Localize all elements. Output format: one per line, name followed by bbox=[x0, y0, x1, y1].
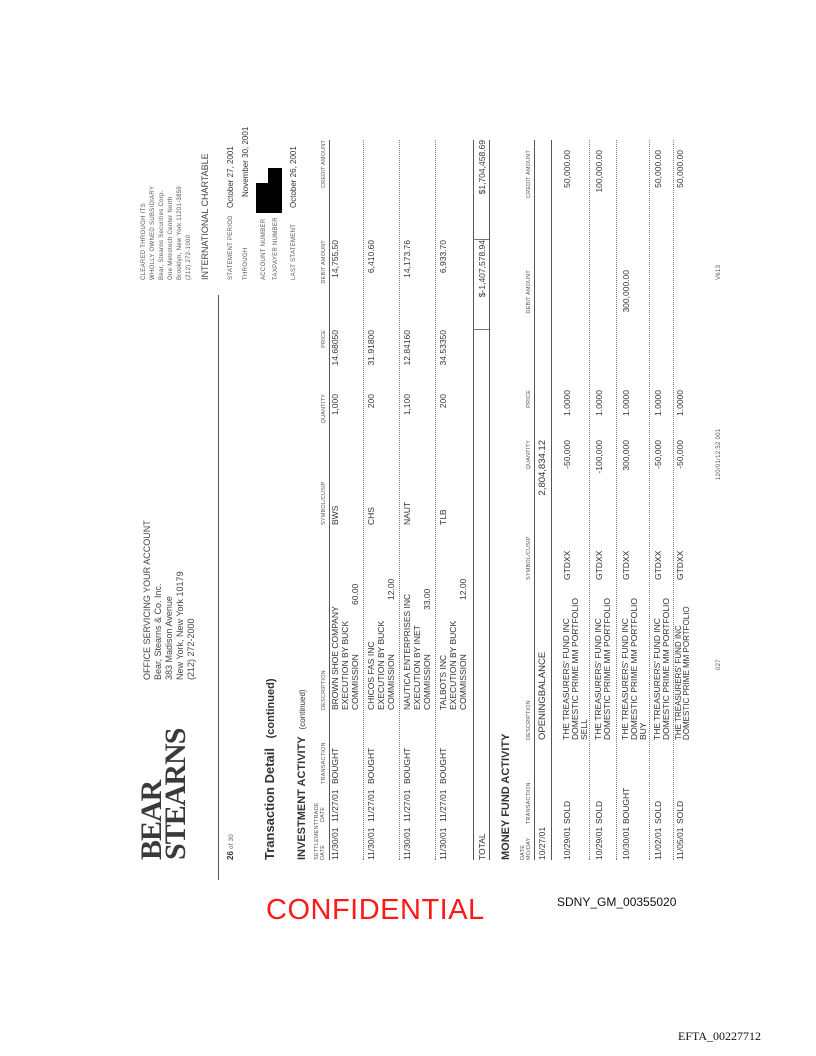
investment-activity-title bbox=[296, 689, 308, 860]
through-label: THROUGH bbox=[243, 247, 249, 280]
account-name: INTERNATIONAL CHARTABLE bbox=[200, 153, 210, 280]
taxpayer-number-redaction bbox=[268, 168, 282, 213]
commission-value: 12.00 bbox=[458, 578, 468, 600]
page-number: 26 bbox=[226, 851, 235, 860]
mf-opening-quantity: 2,804,834.12 bbox=[537, 440, 548, 496]
total-top-rule bbox=[473, 140, 474, 860]
mf-col-credit: CREDIT AMOUNT bbox=[526, 150, 532, 199]
description-line: THE TREASURERS' FUND INC bbox=[674, 625, 683, 740]
description-line: BUY bbox=[638, 722, 648, 740]
clearing-firm-address bbox=[140, 186, 194, 280]
inv-row-2-trade: 11/27/01 bbox=[366, 789, 376, 822]
inv-row-1-trade: 11/27/01 bbox=[330, 789, 340, 822]
inv-row-2-transaction: BOUGHT bbox=[366, 747, 376, 784]
description-line: CHICOS FAS INC bbox=[366, 641, 376, 710]
description-line: EXECUTION BY BUCK bbox=[340, 620, 350, 710]
description-line: SELL bbox=[579, 719, 589, 740]
mf-row-1-description bbox=[562, 598, 589, 740]
mf-row-4-description bbox=[653, 598, 671, 740]
inv-row-3-trade: 11/27/01 bbox=[402, 789, 412, 822]
inv-row-2-description bbox=[366, 578, 396, 710]
page-title-text: Transaction Detail bbox=[262, 748, 277, 860]
office-line: New York, New York 10179 bbox=[175, 571, 185, 680]
statement-sheet bbox=[122, 120, 722, 880]
col-description: DESCRIPTION bbox=[321, 670, 327, 710]
mf-row-2-price: 1.0000 bbox=[594, 390, 604, 416]
description-line: BROWN SHOE COMPANY bbox=[330, 606, 340, 710]
inv-row-2-symbol: CHS bbox=[366, 507, 376, 525]
commission-value: 12.00 bbox=[386, 578, 396, 600]
investment-title-text: INVESTMENT ACTIVITY bbox=[296, 736, 308, 860]
inv-row-1-debit: 14,755.50 bbox=[330, 240, 340, 278]
col-credit: CREDIT AMOUNT bbox=[321, 140, 327, 189]
mf-row-4-symbol: GTDXX bbox=[653, 550, 663, 580]
mf-row-3-quantity: 300,000 bbox=[621, 440, 631, 471]
inv-row-2-quantity: 200 bbox=[366, 394, 376, 409]
office-line: 383 Madison Avenue bbox=[164, 596, 174, 680]
investment-title-suffix: (continued) bbox=[298, 689, 307, 730]
account-number-label: ACCOUNT NUMBER bbox=[261, 218, 267, 280]
description-line: DOMESTIC PRIME MM PORTFOLIO bbox=[570, 598, 580, 740]
row-divider bbox=[589, 140, 590, 860]
commission-label: COMMISSION bbox=[458, 654, 468, 710]
mf-col-date: DATE MO/DAY bbox=[520, 837, 532, 860]
mf-row-3-symbol: GTDXX bbox=[621, 550, 631, 580]
description-line: THE TREASURERS' FUND INC bbox=[620, 618, 630, 740]
inv-row-3-price: 12.84160 bbox=[402, 330, 412, 366]
description-line: THE TREASURERS' FUND INC bbox=[561, 618, 571, 740]
description-line: EXECUTION BY INET bbox=[412, 625, 422, 710]
mf-row-1-quantity: -50,000 bbox=[562, 440, 572, 469]
mf-row-5-price: 1.0000 bbox=[675, 390, 685, 416]
mf-row-4-transaction: SOLD bbox=[653, 800, 663, 824]
col-trade-date: TRADE DATE bbox=[314, 802, 326, 822]
inv-row-4-description bbox=[438, 578, 468, 710]
mf-row-5-symbol: GTDXX bbox=[675, 550, 685, 580]
inv-row-2-settlement: 11/30/01 bbox=[366, 827, 376, 860]
mf-col-symbol: SYMBOL/CUSIP bbox=[526, 536, 532, 580]
description-line: DOMESTIC PRIME MM PORTFOLIO bbox=[629, 598, 639, 740]
mf-row-4-date: 11/02/01 bbox=[653, 827, 663, 860]
last-statement-value: October 26, 2001 bbox=[289, 146, 298, 208]
inv-row-4-settlement: 11/30/01 bbox=[438, 827, 448, 860]
inv-row-1-symbol: BWS bbox=[330, 505, 340, 525]
inv-row-2-debit: 6,410.60 bbox=[366, 240, 376, 274]
inv-row-1-description bbox=[330, 583, 360, 710]
mf-row-1-transaction: SOLD bbox=[562, 800, 572, 824]
efta-number: EFTA_00227712 bbox=[678, 1029, 762, 1043]
commission-label: COMMISSION bbox=[386, 654, 396, 710]
mf-row-2-description bbox=[594, 598, 612, 740]
mf-row-5-date: 11/05/01 bbox=[675, 827, 685, 860]
inv-row-1-settlement: 11/30/01 bbox=[330, 827, 340, 860]
last-statement-label: LAST STATEMENT bbox=[291, 223, 297, 280]
description-line: TALBOTS INC bbox=[438, 654, 448, 710]
col-symbol: SYMBOL/CUSIP bbox=[321, 481, 327, 525]
commission-label: COMMISSION bbox=[422, 654, 432, 710]
mf-row-2-symbol: GTDXX bbox=[594, 550, 604, 580]
mf-row-3-date: 10/30/01 bbox=[621, 826, 631, 860]
description-line: NAUTICA ENTERPRISES INC bbox=[402, 593, 412, 710]
row-divider bbox=[399, 140, 400, 860]
mf-col-transaction: TRANSACTION bbox=[526, 782, 532, 824]
money-fund-header-rule bbox=[534, 140, 535, 860]
logo-line-1: BEAR bbox=[135, 780, 168, 860]
description-line: DOMESTIC PRIME MM PORTFOLIO bbox=[661, 598, 671, 740]
office-line: Bear, Stearns & Co. Inc. bbox=[153, 583, 163, 680]
commission-value: 33.00 bbox=[422, 588, 432, 610]
inv-row-4-price: 34.53350 bbox=[438, 330, 448, 366]
page-title bbox=[262, 679, 277, 861]
total-label: TOTAL bbox=[477, 833, 487, 860]
description-line bbox=[386, 578, 396, 710]
inv-row-4-quantity: 200 bbox=[438, 394, 448, 409]
mf-row-1-date: 10/29/01 bbox=[562, 826, 572, 860]
inv-row-3-description bbox=[402, 588, 432, 710]
mf-row-2-date: 10/29/01 bbox=[594, 826, 604, 860]
bates-number: SDNY_GM_00355020 bbox=[557, 895, 677, 909]
footer-code-right: V613 bbox=[716, 264, 722, 280]
inv-row-3-settlement: 11/30/01 bbox=[402, 827, 412, 860]
inv-row-3-symbol: NAUT bbox=[402, 501, 412, 525]
bear-stearns-logo bbox=[135, 728, 192, 860]
inv-row-1-transaction: BOUGHT bbox=[330, 747, 340, 784]
col-debit: DEBIT AMOUNT bbox=[321, 240, 327, 284]
statement-period-value: October 27, 2001 bbox=[226, 146, 235, 208]
description-line: EXECUTION BY BUCK bbox=[448, 620, 458, 710]
clearing-line: CLEARED THROUGH ITS bbox=[141, 203, 147, 280]
col-quantity: QUANTITY bbox=[321, 394, 327, 424]
inv-row-1-price: 14.68050 bbox=[330, 330, 340, 366]
col-price: PRICE bbox=[321, 330, 327, 348]
statement-period-label: STATEMENT PERIOD bbox=[228, 215, 234, 280]
through-value: November 30, 2001 bbox=[241, 126, 250, 197]
description-line bbox=[458, 578, 468, 710]
mf-row-5-description bbox=[675, 606, 691, 740]
mf-row-3-price: 1.0000 bbox=[621, 390, 631, 416]
mf-row-2-transaction: SOLD bbox=[594, 800, 604, 824]
description-line bbox=[350, 583, 360, 710]
description-line: DOMESTIC PRIME MM PORTFOLIO bbox=[602, 598, 612, 740]
inv-row-4-symbol: TLB bbox=[438, 509, 448, 525]
account-number-redaction bbox=[256, 183, 268, 213]
confidential-stamp: CONFIDENTIAL bbox=[266, 894, 485, 926]
inv-row-1-quantity: 1,000 bbox=[330, 394, 340, 416]
inv-row-2-price: 31.91800 bbox=[366, 330, 376, 366]
total-divider bbox=[473, 239, 489, 240]
page-of: of 30 bbox=[229, 834, 235, 849]
taxpayer-number-label: TAXPAYER NUMBER bbox=[273, 217, 279, 280]
page-indicator bbox=[226, 834, 235, 860]
commission-value: 60.00 bbox=[350, 583, 360, 605]
mf-row-2-quantity: -100,000 bbox=[594, 440, 604, 474]
office-line: (212) 272-2000 bbox=[186, 618, 196, 680]
row-divider bbox=[616, 140, 617, 860]
description-line bbox=[422, 588, 432, 710]
office-line: OFFICE SERVICING YOUR ACCOUNT bbox=[142, 520, 152, 680]
total-divider bbox=[473, 329, 489, 330]
clearing-line: WHOLLY OWNED SUBSIDIARY bbox=[150, 185, 156, 280]
inv-row-3-debit: 14,173.76 bbox=[402, 240, 412, 278]
commission-label: COMMISSION bbox=[350, 654, 360, 710]
mf-row-5-transaction: SOLD bbox=[675, 800, 685, 824]
footer-code-left: 027 bbox=[716, 659, 722, 670]
mf-row-3-description bbox=[621, 598, 648, 740]
row-divider bbox=[363, 140, 364, 860]
description-line: THE TREASURERS' FUND INC bbox=[652, 618, 662, 740]
row-divider bbox=[673, 140, 674, 860]
mf-row-3-debit: 300,000.00 bbox=[621, 270, 631, 313]
mf-row-4-credit: 50,000.00 bbox=[653, 150, 663, 188]
total-bottom-rule bbox=[489, 140, 490, 860]
mf-row-5-credit: 50,000.00 bbox=[675, 150, 685, 188]
mf-row-1-symbol: GTDXX bbox=[562, 550, 572, 580]
description-line: DOMESTIC PRIME MM PORTFOLIO bbox=[682, 606, 691, 740]
mf-col-price: PRICE bbox=[526, 390, 532, 408]
footer-code-mid: 120/01/12:52 001 bbox=[716, 428, 722, 480]
inv-row-3-quantity: 1,100 bbox=[402, 394, 412, 416]
total-credit: $1,704,458.69 bbox=[477, 140, 487, 195]
col-transaction: TRANSACTION bbox=[321, 742, 327, 784]
inv-row-4-debit: 6,933.70 bbox=[438, 240, 448, 274]
money-fund-activity-title: MONEY FUND ACTIVITY bbox=[500, 733, 512, 860]
description-line: EXECUTION BY BUCK bbox=[376, 620, 386, 710]
mf-row-4-quantity: -50,000 bbox=[653, 440, 663, 469]
mf-opening-description: OPENINGBALANCE bbox=[537, 651, 548, 740]
inv-row-4-transaction: BOUGHT bbox=[438, 747, 448, 784]
mf-row-4-price: 1.0000 bbox=[653, 390, 663, 416]
page-title-suffix: (continued) bbox=[265, 678, 277, 739]
office-address bbox=[142, 520, 197, 680]
inv-row-3-transaction: BOUGHT bbox=[402, 747, 412, 784]
clearing-line: Brooklyn, New York 11201-3859 bbox=[177, 186, 183, 280]
clearing-line: One Metrotech Center North bbox=[168, 196, 174, 280]
mf-col-quantity: QUANTITY bbox=[526, 440, 532, 470]
mf-row-1-credit: 50,000.00 bbox=[562, 150, 572, 188]
mf-row-3-transaction: BOUGHT bbox=[621, 787, 631, 824]
mf-col-description: DESCRIPTION bbox=[526, 700, 532, 740]
mf-row-2-credit: 100,000.00 bbox=[594, 150, 604, 193]
description-line: THE TREASURERS' FUND INC bbox=[593, 618, 603, 740]
inv-row-4-trade: 11/27/01 bbox=[438, 789, 448, 822]
mf-col-debit: DEBIT AMOUNT bbox=[526, 270, 532, 314]
col-settlement-date: SETTLEMENT DATE bbox=[314, 821, 326, 860]
row-divider bbox=[649, 140, 650, 860]
mf-row-1-price: 1.0000 bbox=[562, 390, 572, 416]
header-rule bbox=[218, 295, 219, 880]
clearing-line: (212) 272-1000 bbox=[186, 234, 192, 280]
logo-line-2: STEARNS bbox=[159, 728, 192, 860]
clearing-line: Bear, Stearns Securities Corp. bbox=[159, 190, 165, 280]
opening-rule bbox=[551, 140, 552, 860]
mf-row-5-quantity: -50,000 bbox=[675, 440, 685, 469]
row-divider bbox=[435, 140, 436, 860]
mf-opening-date: 10/27/01 bbox=[537, 826, 547, 860]
total-debit: $-1,407,578.94 bbox=[477, 240, 487, 298]
